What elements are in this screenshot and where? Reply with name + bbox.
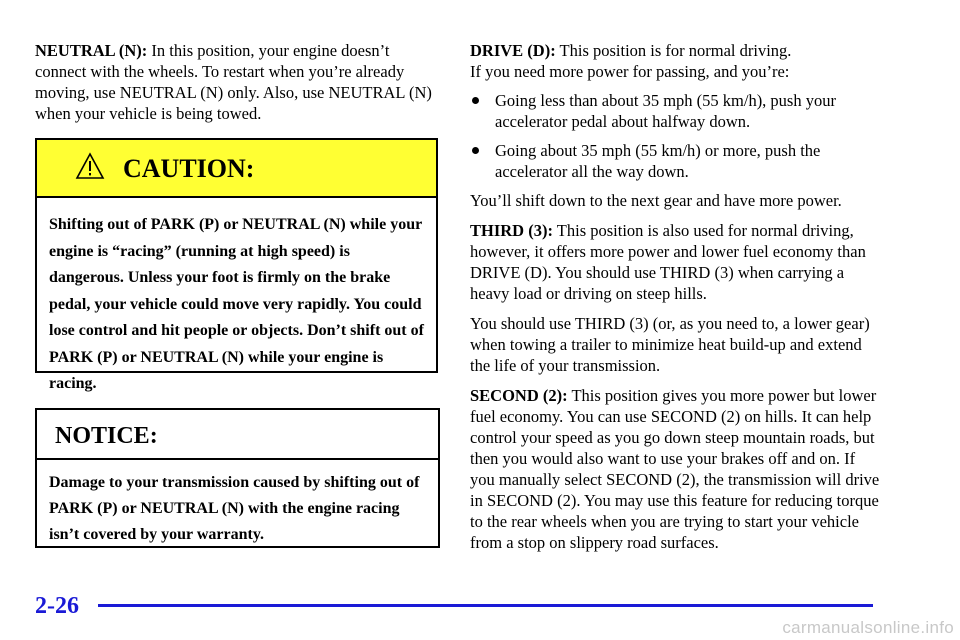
third-towing-paragraph: You should use THIRD (3) (or, as you need to, a lower gear) when towing a trailer to minimize heat build-up and extend the life of your transmission.: [470, 314, 870, 375]
list-item: [470, 90, 880, 132]
caution-box: [35, 138, 438, 392]
left-column: [35, 40, 440, 124]
neutral-text: In this position, your engine doesn’t connect with the wheels. To restart when you’re already moving, use NEUTRAL (N) only. Also, use NEUTRAL (N) when your vehicle is being towed.: [35, 41, 432, 123]
drive-paragraph: [470, 40, 880, 61]
notice-text: Damage to your transmission caused by shifting out of PARK (P) or NEUTRAL (N) with the engine racing isn’t covered by your warranty.: [49, 474, 420, 543]
third-term: THIRD (3):: [470, 221, 553, 240]
caution-text: Shifting out of PARK (P) or NEUTRAL (N) while your engine is “racing” (running at high speed) is dangerous. Unless your foot is firmly on the brake pedal, your vehicle could move very rapidly. You could lose control and hit people or objects. Don’t shift out of PARK (P) or NEUTRAL (N) while your engine is racing.: [49, 216, 424, 392]
third-paragraph: [470, 220, 880, 304]
bullet-text: Going less than about 35 mph (55 km/h), push your accelerator pedal about halfway down.: [495, 91, 836, 131]
bullet-text: Going about 35 mph (55 km/h) or more, push the accelerator all the way down.: [495, 141, 821, 181]
caution-title: CAUTION:: [123, 154, 255, 183]
shift-down-paragraph: You’ll shift down to the next gear and have more power.: [470, 191, 842, 210]
list-item: [470, 140, 880, 182]
bullet-icon: [472, 97, 479, 104]
neutral-term: NEUTRAL (N):: [35, 41, 148, 60]
notice-header: [37, 410, 438, 460]
third-text: This position is also used for normal driving, however, it offers more power and lower fuel economy than DRIVE (D). You should use THIRD (3) when carrying a heavy load or driving on steep hills.: [470, 221, 866, 303]
notice-title: NOTICE:: [55, 423, 158, 449]
caution-header: [37, 140, 436, 198]
right-column: [470, 40, 880, 553]
warning-triangle-icon: [75, 152, 105, 180]
footer-rule: [98, 604, 873, 607]
bullet-icon: [472, 147, 479, 154]
power-intro: If you need more power for passing, and you’re:: [470, 62, 790, 81]
power-bullet-list: [470, 90, 880, 182]
neutral-paragraph: [35, 40, 440, 124]
notice-box: [35, 408, 440, 548]
watermark: carmanualsonline.info: [782, 618, 954, 637]
second-paragraph: [470, 385, 880, 553]
second-text: This position gives you more power but lower fuel economy. You can use SECOND (2) on hills. It can help control your speed as you go down steep mountain roads, but then you would also want to use your brakes off and on. If you manually select SECOND (2), the transmission will drive in SECOND (2). You may use this feature for reducing torque to the rear wheels when you are trying to start your vehicle from a stop on slippery road surfaces.: [470, 386, 880, 552]
drive-term: DRIVE (D):: [470, 41, 556, 60]
page-number: 2-26: [35, 593, 79, 619]
drive-text: This position is for normal driving.: [555, 41, 792, 60]
second-term: SECOND (2):: [470, 386, 568, 405]
